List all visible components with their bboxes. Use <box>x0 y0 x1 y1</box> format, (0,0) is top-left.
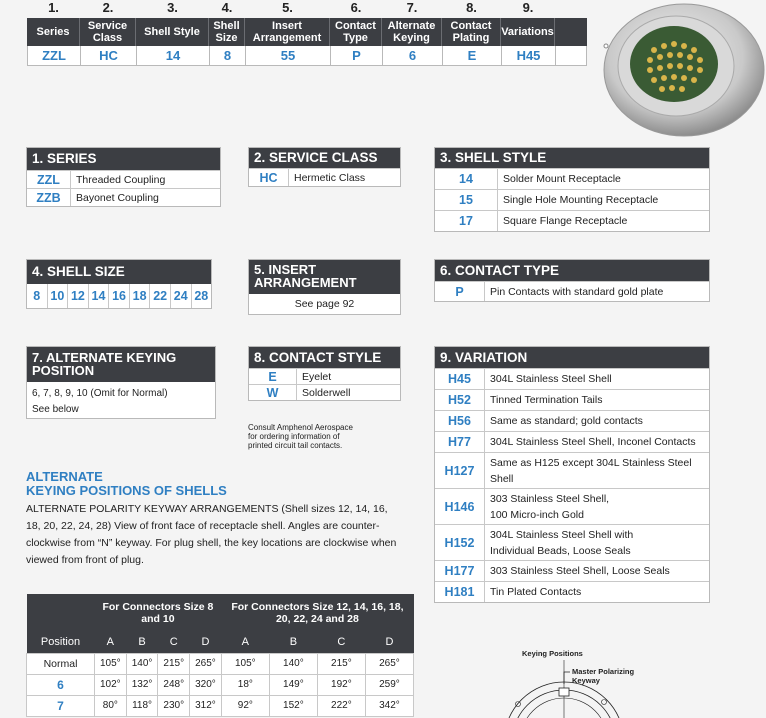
shell-size-title: 4. SHELL SIZE <box>27 260 211 284</box>
note-line: for ordering information of <box>248 432 340 441</box>
alt-keying-paragraph-body: (Shell sizes 12, 14, 16, 18, 20, 22, 24, 28) View of front face of receptacle shell. Angles are counter-clockwise from “N” keyway. For plug shell, the key locations are clockwise when viewed from front of plug. <box>26 503 397 566</box>
step-number: 1. <box>48 0 59 15</box>
part-number-values <box>27 46 587 66</box>
position-cell: 7 <box>27 695 95 716</box>
description-line: 304L Stainless Steel Shell, Inconel Contacts <box>490 436 696 448</box>
part-number-labels <box>27 18 587 46</box>
contact-style-note <box>248 423 418 450</box>
insert-arrangement-text: See page 92 <box>249 294 400 314</box>
part-number-label: Shell Size <box>209 18 245 46</box>
contact-type-title: 6. CONTACT TYPE <box>435 260 709 281</box>
position-header: Position <box>40 636 81 649</box>
angle-cell: 105° <box>221 653 269 674</box>
row-code: E <box>249 369 297 384</box>
angle-cell: 215° <box>317 653 365 674</box>
alt-keying-paragraph <box>26 501 401 569</box>
row-description <box>485 489 709 524</box>
row-code: 14 <box>435 169 498 189</box>
step-number: 9. <box>522 0 534 15</box>
note-line: Consult Amphenol Aerospace <box>248 423 353 432</box>
part-number-value: E <box>443 46 502 65</box>
description-line: Tin Plated Contacts <box>490 586 582 598</box>
diagram-label-line1: Master Polarizing <box>572 667 635 676</box>
alt-keying-title <box>27 347 215 382</box>
table-row <box>435 410 709 431</box>
row-code: HC <box>249 169 289 186</box>
angle-cell: 230° <box>158 695 190 716</box>
table-row <box>435 431 709 452</box>
part-number-label: Contact Plating <box>442 18 501 46</box>
diagram-title: Keying Positions <box>522 649 583 658</box>
row-description <box>485 453 709 488</box>
row-code: ZZL <box>27 171 71 188</box>
contact-style-section <box>248 346 401 401</box>
part-number-value: ZZL <box>28 46 81 65</box>
insert-arrangement-section <box>248 259 401 315</box>
table-row <box>27 188 220 206</box>
row-description: Single Hole Mounting Receptacle <box>503 194 659 206</box>
row-description <box>485 525 709 560</box>
column-letter: C <box>169 636 178 649</box>
description-line: Shell <box>490 472 514 485</box>
table-row <box>435 368 709 389</box>
table-row <box>435 168 709 189</box>
contact-style-title: 8. CONTACT STYLE <box>249 347 400 368</box>
keying-angles-table <box>26 594 414 717</box>
column-letter: D <box>385 636 394 649</box>
part-number-breakdown <box>27 0 587 66</box>
shell-size-cell: 10 <box>48 284 69 308</box>
service-class-title: 2. SERVICE CLASS <box>249 148 400 168</box>
description-line: 304L Stainless Steel Shell with <box>490 528 634 541</box>
row-description: Pin Contacts with standard gold plate <box>490 285 664 298</box>
row-description <box>485 390 709 410</box>
alt-keying-title-line1: 7. ALTERNATE KEYING <box>32 350 177 365</box>
angle-cell: 105° <box>95 653 127 674</box>
alt-keying-heading-line2: KEYING POSITIONS OF SHELLS <box>26 483 227 498</box>
row-code: H56 <box>435 411 485 431</box>
part-number-value: 6 <box>383 46 443 65</box>
angle-cell: 248° <box>158 674 190 695</box>
part-number-value: 8 <box>210 46 246 65</box>
angle-cell: 132° <box>126 674 158 695</box>
description-line: Same as standard; gold contacts <box>490 415 643 427</box>
row-code: H45 <box>435 369 485 389</box>
variation-section <box>434 346 710 603</box>
table-row <box>249 168 400 186</box>
table-row <box>435 524 709 560</box>
shell-size-cell: 16 <box>109 284 130 308</box>
row-description: Hermetic Class <box>294 171 366 184</box>
alt-keying-line2: See below <box>32 404 79 415</box>
table-row <box>27 170 220 188</box>
column-letter: B <box>138 636 146 649</box>
row-description: Threaded Coupling <box>76 173 166 186</box>
step-number: 5. <box>282 0 293 15</box>
connector-photo <box>592 0 766 140</box>
variation-title: 9. VARIATION <box>435 347 709 368</box>
angle-cell: 312° <box>190 695 222 716</box>
series-section <box>26 147 221 207</box>
step-number: 3. <box>167 0 178 15</box>
shell-size-cell: 24 <box>171 284 192 308</box>
insert-arrangement-title-line2: ARRANGEMENT <box>254 275 357 290</box>
row-code: H52 <box>435 390 485 410</box>
row-description: Solderwell <box>302 386 351 399</box>
row-code: 15 <box>435 190 498 210</box>
alt-keying-line1: 6, 7, 8, 9, 10 (Omit for Normal) <box>32 388 168 399</box>
description-line: 100 Micro-inch Gold <box>490 508 584 521</box>
row-code: P <box>435 282 485 301</box>
shell-size-cell: 18 <box>130 284 151 308</box>
table-row <box>249 384 400 400</box>
table-row <box>435 210 709 231</box>
step-number: 7. <box>406 0 418 15</box>
alt-keying-description <box>26 470 406 569</box>
step-number: 6. <box>350 0 362 15</box>
insert-arrangement-title-line1: 5. INSERT <box>254 262 317 277</box>
part-number-value: H45 <box>502 46 556 65</box>
table-row <box>435 581 709 602</box>
angle-cell: 259° <box>365 674 413 695</box>
shell-size-section <box>26 259 212 309</box>
table-corner <box>27 594 95 632</box>
angle-cell: 149° <box>269 674 317 695</box>
row-description: Square Flange Receptacle <box>503 215 628 227</box>
description-line: 303 Stainless Steel Shell, Loose Seals <box>490 565 670 577</box>
part-number-value: 55 <box>246 46 331 65</box>
angle-cell: 140° <box>126 653 158 674</box>
angle-cell: 342° <box>365 695 413 716</box>
position-cell: Normal <box>27 653 95 674</box>
part-number-value: P <box>331 46 383 65</box>
alt-keying-heading-line1: ALTERNATE <box>26 469 103 484</box>
angle-cell: 265° <box>365 653 413 674</box>
group-header-size-12-28: For Connectors Size 12, 14, 16, 18, 20, 22, 24 and 28 <box>231 601 404 625</box>
row-code: H181 <box>435 582 485 602</box>
table-row <box>435 189 709 210</box>
row-description <box>485 582 709 602</box>
column-letter: D <box>201 636 210 649</box>
angle-cell: 102° <box>95 674 127 695</box>
angle-cell: 152° <box>269 695 317 716</box>
table-row <box>435 560 709 581</box>
group-header-size-8-10: For Connectors Size 8 and 10 <box>102 601 214 625</box>
shell-style-section <box>434 147 710 232</box>
table-row <box>27 674 414 695</box>
description-line: 303 Stainless Steel Shell, <box>490 492 610 505</box>
keying-diagram <box>500 644 660 718</box>
alt-keying-heading <box>26 470 406 498</box>
row-description <box>485 369 709 389</box>
angle-cell: 320° <box>190 674 222 695</box>
table-row <box>435 452 709 488</box>
table-row <box>435 488 709 524</box>
angle-cell: 92° <box>221 695 269 716</box>
row-code: H146 <box>435 489 485 524</box>
part-number-step-numbers <box>27 0 587 18</box>
angle-cell: 118° <box>126 695 158 716</box>
angle-cell: 80° <box>95 695 127 716</box>
alt-keying-section <box>26 346 216 419</box>
row-code: H177 <box>435 561 485 581</box>
part-number-label: Insert Arrangement <box>245 18 330 46</box>
row-code: ZZB <box>27 189 71 206</box>
table-row <box>27 653 414 674</box>
row-code: W <box>249 385 297 400</box>
table-row <box>249 368 400 384</box>
angle-cell: 192° <box>317 674 365 695</box>
row-description: Eyelet <box>302 370 332 383</box>
angle-cell: 222° <box>317 695 365 716</box>
diagram-label-line2: Keyway <box>572 676 600 685</box>
column-letter: B <box>289 636 298 649</box>
shell-size-cell: 12 <box>68 284 89 308</box>
row-description <box>485 432 709 452</box>
row-code: 17 <box>435 211 498 231</box>
insert-arrangement-title <box>249 260 400 294</box>
part-number-label: Series <box>27 18 80 46</box>
shell-size-cell: 22 <box>150 284 171 308</box>
table-row <box>435 281 709 301</box>
column-letter: C <box>337 636 346 649</box>
position-cell: 6 <box>27 674 95 695</box>
row-description <box>485 561 709 581</box>
part-number-value: HC <box>81 46 137 65</box>
description-line: Tinned Termination Tails <box>490 394 603 406</box>
column-letter: A <box>106 636 115 649</box>
row-description: Solder Mount Receptacle <box>503 173 621 185</box>
part-number-label: Service Class <box>80 18 136 46</box>
angle-cell: 18° <box>221 674 269 695</box>
table-row <box>27 695 414 716</box>
description-line: 304L Stainless Steel Shell <box>490 373 612 385</box>
part-number-value: 14 <box>137 46 210 65</box>
angle-cell: 215° <box>158 653 190 674</box>
angle-cell: 265° <box>190 653 222 674</box>
shell-size-cell: 14 <box>89 284 110 308</box>
contact-type-section <box>434 259 710 302</box>
part-number-label: Contact Type <box>330 18 382 46</box>
table-row <box>435 389 709 410</box>
column-letter: A <box>241 636 250 649</box>
service-class-section <box>248 147 401 187</box>
part-number-label: Shell Style <box>136 18 209 46</box>
shell-size-cell: 28 <box>192 284 212 308</box>
shell-style-title: 3. SHELL STYLE <box>435 148 709 168</box>
row-code: H127 <box>435 453 485 488</box>
step-number: 4. <box>221 0 233 15</box>
step-number: 2. <box>102 0 114 15</box>
row-description <box>485 411 709 431</box>
row-code: H152 <box>435 525 485 560</box>
alt-keying-title-line2: POSITION <box>32 363 95 378</box>
alt-keying-paragraph-lead: ALTERNATE POLARITY KEYWAY ARRANGEMENTS <box>26 503 279 515</box>
series-title: 1. SERIES <box>27 148 220 170</box>
shell-size-cell: 8 <box>27 284 48 308</box>
description-line: Same as H125 except 304L Stainless Steel <box>490 456 692 469</box>
step-number: 8. <box>466 0 477 15</box>
note-line: printed circuit tail contacts. <box>248 441 343 450</box>
angle-cell: 140° <box>269 653 317 674</box>
row-description: Bayonet Coupling <box>76 191 159 204</box>
row-code: H77 <box>435 432 485 452</box>
part-number-label: Variations <box>501 18 555 46</box>
part-number-label: Alternate Keying <box>382 18 442 46</box>
description-line: Individual Beads, Loose Seals <box>490 544 631 557</box>
